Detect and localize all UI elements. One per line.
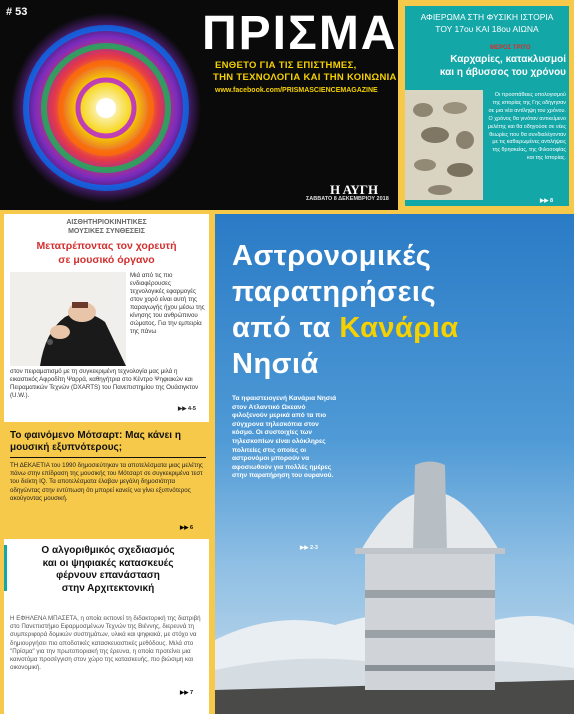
architecture-title-3: φέρνουν επανάσταση bbox=[56, 570, 160, 581]
main-page-ref[interactable]: ▶▶ 2-3 bbox=[300, 545, 318, 551]
teaser-page-ref[interactable]: ▶▶ 8 bbox=[540, 198, 554, 204]
architecture-title[interactable] bbox=[10, 545, 206, 595]
mozart-body: ΤΗ ΔΕΚΑΕΤΙΑ του 1990 δημοσιεύτηκαν τα αποτελέσματα μιας μελέτης πάνω στην επίδραση της μουσικής του Μότσαρτ σε συγκεκριμένα τεστ του δείκτη IQ. Τα αποτελέσματα έλαβαν μεγάλη δημοσιότητα οδηγώντας στην εντύπωση ότι μπορεί κανείς να γίνει εξυπνότερος ακούγοντας μουσική. bbox=[10, 462, 203, 502]
mozart-page-ref[interactable]: ▶▶ 6 bbox=[180, 525, 194, 531]
tagline-line-2: ΤΗΝ ΤΕΧΝΟΛΟΓΙΑ ΚΑΙ ΤΗΝ ΚΟΙΝΩΝΙΑ bbox=[213, 72, 397, 83]
magazine-logo: ΠΡΙΣΜΑ bbox=[202, 7, 398, 60]
dance-kicker-1: ΑΙΣΘΗΤΗΡΙΟΚΙΝΗΤΙΚΕΣ bbox=[66, 219, 147, 226]
main-title-3[interactable] bbox=[232, 312, 459, 345]
fossil-engraving-image bbox=[405, 90, 483, 200]
dance-kicker-2: ΜΟΥΣΙΚΕΣ ΣΥΝΘΕΣΕΙΣ bbox=[68, 228, 145, 235]
dance-title-2[interactable]: σε μουσικό όργανο bbox=[58, 254, 155, 266]
architecture-title-1: Ο αλγοριθμικός σχεδιασμός bbox=[41, 545, 175, 556]
issue-date: ΣΑΒΒΑΤΟ 8 ΔΕΚΕΜΒΡΙΟΥ 2018 bbox=[306, 196, 389, 202]
main-title-1[interactable]: Αστρονομικές bbox=[232, 240, 432, 272]
mozart-title[interactable]: Το φαινόμενο Μότσαρτ: Μας κάνει η μουσική εξυπνότερους; bbox=[10, 430, 181, 453]
architecture-accent-bar bbox=[4, 545, 7, 591]
architecture-page-ref[interactable]: ▶▶ 7 bbox=[180, 690, 194, 696]
teaser-kicker-1: ΑΦΙΕΡΩΜΑ ΣΤΗ ΦΥΣΙΚΗ ΙΣΤΟΡΙΑ bbox=[420, 12, 554, 22]
newspaper-name: Η ΑΥΓΗ bbox=[330, 182, 379, 197]
dance-page-ref[interactable]: ▶▶ 4-5 bbox=[178, 406, 196, 412]
dance-body-1: Μιά από τις πιο ενδιαφέρουσες τεχνολογικές εφαρμογές στον χορό είναι αυτή της παραγωγής ήχου μέσω της κίνησης του ανθρώπινου σώματος. Για την εμπειρία της πάνω bbox=[130, 272, 205, 335]
architecture-title-2: και οι ψηφιακές κατασκευές bbox=[42, 557, 174, 569]
dancer-hands-image bbox=[10, 272, 126, 366]
facebook-link[interactable]: www.facebook.com/PRISMASCIENCEMAGAZINE bbox=[215, 87, 378, 94]
main-title-4[interactable]: Νησιά bbox=[232, 348, 319, 380]
teaser-kicker-2: ΤΟΥ 17ου ΚΑΙ 18ου ΑΙΩΝΑ bbox=[435, 24, 539, 34]
teaser-part-label: ΜΕΡΟΣ ΤΡΙΤΟ bbox=[490, 45, 531, 51]
main-body: Τα ηφαιστειογενή Κανάρια Νησιά στον Ατλαντικό Ωκεανό φιλοξενούν μερικά από τα πιο σύγχρονα τηλεσκόπια στον κόσμο. Οι συστοιχίες των τηλεσκοπίων είναι ολόκληρες πολιτείες στις οποίες οι αστρονόμοι μπορούν να αφοσιωθούν για πολλές ημέρες στην παρατήρηση του ουρανού. bbox=[232, 395, 337, 480]
spiral-cover-image bbox=[6, 8, 206, 208]
main-title-2[interactable]: παρατηρήσεις bbox=[232, 276, 437, 308]
mozart-divider bbox=[10, 457, 206, 458]
tagline-line-1: ΕΝΘΕΤΟ ΓΙΑ ΤΙΣ ΕΠΙΣΤΗΜΕΣ, bbox=[215, 60, 357, 71]
teaser-title-1[interactable]: Καρχαρίες, κατακλυσμοί bbox=[450, 54, 566, 65]
architecture-title-4: στην Αρχιτεκτονική bbox=[61, 582, 155, 594]
dance-title-1[interactable]: Μετατρέποντας τον χορευτή bbox=[36, 240, 177, 252]
architecture-body: Η ΕΦΗΛΕΝΑ ΜΠΑΣΕΤΑ, η οποία εκπονεί τη διδακτορική της διατριβή στο Πανεπιστήμιο Εφαρμοσμένων Τεχνών της Βιέννης, διερευνά τη συμπεριφορά δομικών συστημάτων, υλικά και ψηφιακά, με στόχο να δημιουργήσει πιο αποδοτικές κατασκευαστικές μεθόδους. Μιλά στο "Πρίσμα" για την πρωτοποριακή της έρευνα, η οποία προτείνει μια καινοτόμα προσέγγιση στον χώρο της κατασκευής, πιο βιώσιμη και οικονομική. bbox=[10, 615, 201, 672]
observatory-telescope-image bbox=[215, 440, 574, 714]
issue-number: # 53 bbox=[6, 6, 28, 18]
teaser-title-2[interactable]: και η άβυσσος του χρόνου bbox=[439, 67, 566, 78]
dance-body-2: στον πειραματισμό με τη συγκεκριμένη τεχνολογία μας μιλά η εικαστικός Αφροδίτη Ψαρρά, καθηγήτρια στο Κέντρο Ψηφιακών και Πειραματικών Τεχνών (DXARTS) του Πανεπιστημίου της Ουάσιγκτον (U.W.). bbox=[10, 368, 199, 399]
teaser-body: Οι προσπάθειες υπολογισμού της ιστορίας της Γης οδήγησαν σε μια νέα αντίληψη του χρόνου. Ο χρόνος θα γινόταν αντικείμενο μελέτης και θα οδηγούσε σε νέες θεωρίες που θα συνδιαλέγονταν με τις καθιερωμένες αντιλήψεις της θρησκείας, της Φιλοσοφίας και της Ιστορίας. bbox=[487, 92, 566, 162]
main-title-3-prefix: από τα bbox=[232, 312, 340, 344]
main-title-highlight: Κανάρια bbox=[339, 312, 459, 344]
